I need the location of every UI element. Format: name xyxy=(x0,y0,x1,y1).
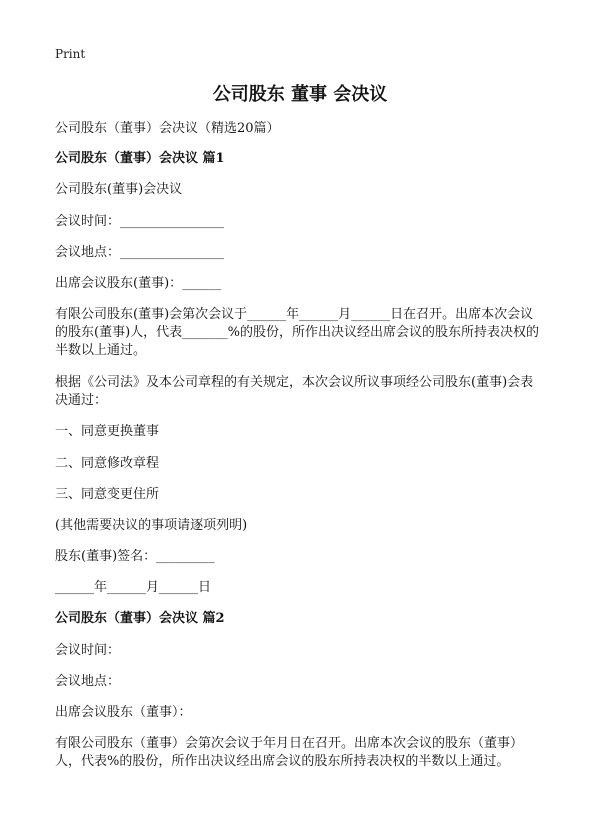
section1-date: ______年______月______日 xyxy=(55,580,212,595)
section2-heading: 公司股东（董事）会决议 篇2 xyxy=(55,611,225,626)
section1-name: 公司股东(董事)会决议 xyxy=(55,182,183,197)
section2-place: 会议地点： xyxy=(55,674,121,689)
section1-item3: 三、同意变更住所 xyxy=(55,487,160,502)
section1-heading: 公司股东（董事）会决议 篇1 xyxy=(55,151,225,166)
section1-para1: 有限公司股东(董事)会第次会议于______年______月______日在召开。出席本次会议的股东(董事)人，代表_______%的股份，所作出决议经出席会议的股东所持表决权的半数以上通过。 xyxy=(55,307,539,358)
subtitle: 公司股东（董事）会决议（精选20篇） xyxy=(55,121,280,136)
print-link[interactable]: Print xyxy=(55,47,86,61)
section1-signature: 股东(董事)签名：_________ xyxy=(55,549,215,564)
section2-para1: 有限公司股东（董事）会第次会议于年月日在召开。出席本次会议的股东（董事）人，代表%的股份，所作出决议经出席会议的股东所持表决权的半数以上通过。 xyxy=(55,736,524,769)
section1-attendees: 出席会议股东(董事)：______ xyxy=(55,276,222,291)
section1-item1: 一、同意更换董事 xyxy=(55,424,160,439)
section2-attendees: 出席会议股东（董事）： xyxy=(55,705,192,720)
section1-para2: 根据《公司法》及本公司章程的有关规定，本次会议所议事项经公司股东(董事)会表决通过： xyxy=(55,375,534,408)
section2-time: 会议时间： xyxy=(55,643,121,658)
page-title: 公司股东 董事 会决议 xyxy=(212,84,388,105)
section1-item2: 二、同意修改章程 xyxy=(55,456,160,471)
section1-time: 会议时间：________________ xyxy=(55,214,225,229)
section1-other: (其他需要决议的事项请逐项列明) xyxy=(55,518,248,533)
section1-place: 会议地点：________________ xyxy=(55,245,225,260)
